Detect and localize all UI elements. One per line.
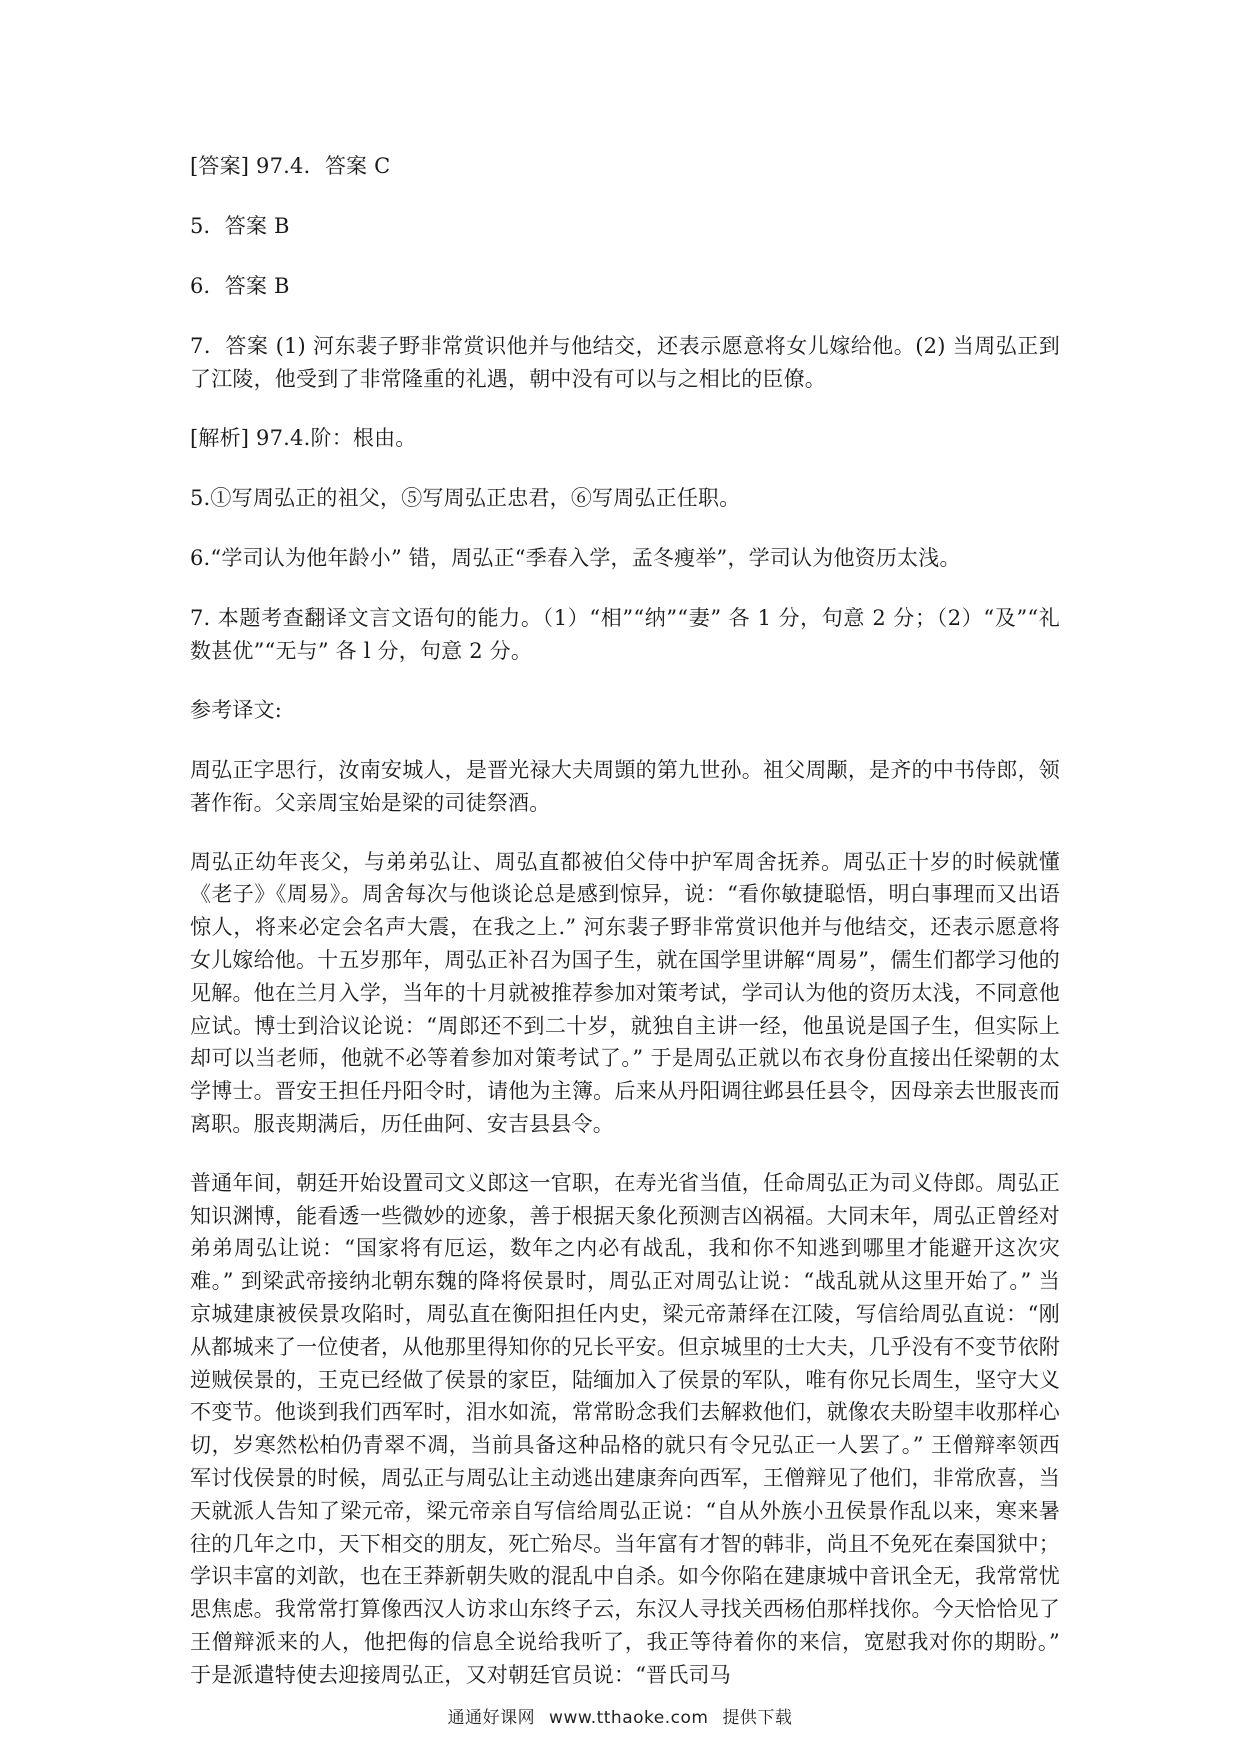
translation-paragraph-1: 周弘正字思行，汝南安城人，是晋光禄大夫周顗的第九世孙。祖父周颙，是齐的中书侍郎，领著作衔。父亲周宝始是梁的司徒祭酒。 [190,758,1060,815]
translation-paragraph-2: 周弘正幼年丧父，与弟弟弘让、周弘直都被伯父侍中护军周舍抚养。周弘正十岁的时候就懂《老子》《周易》。周舍每次与他谈论总是感到惊异，说：“看你敏捷聪悟，明白事理而又出语惊人，将来必定会名声大震，在我之上.” 河东裴子野非常赏识他并与他结交，还表示愿意将女儿嫁给他。十五岁那年，周弘正补召为国子生，就在国学里讲解“周易”，儒生们都学习他的见解。他在兰月入学，当年的十月就被推荐参加对策考试，学司认为他的资历太浅，不同意他应试。博士到洽议论说：“周郎还不到二十岁，就独自主讲一经，他虽说是国子生，但实际上却可以当老师，他就不必等着参加对策考试了。” 于是周弘正就以布衣身份直接出任梁朝的太学博士。晋安王担任丹阳令时，请他为主簿。后来从丹阳调往邺县任县令，因母亲去世服丧而离职。服丧期满后，历任曲阿、安吉县县令。 [190,849,1060,1136]
translation-paragraph-3: 普通年间，朝廷开始设置司文义郎这一官职，在寿光省当值，任命周弘正为司义侍郎。周弘正知识渊博，能看透一些微妙的迹象，善于根据天象化预测吉凶祸福。大同末年，周弘正曾经对弟弟周弘让说：“国家将有厄运，数年之内必有战乱，我和你不知逃到哪里才能避开这次灾难。” 到梁武帝接纳北朝东魏的降将侯景时，周弘正对周弘让说：“战乱就从这里开始了。” 当京城建康被侯景攻陷时，周弘直在衡阳担任内史，梁元帝萧绎在江陵，写信给周弘直说：“刚从都城来了一位使者，从他那里得知你的兄长平安。但京城里的士大夫，几乎没有不变节依附逆贼侯景的，王克已经做了侯景的家臣，陆缅加入了侯景的军队，唯有你兄长周生，坚守大义不变节。他谈到我们西军时，泪水如流，常常盼念我们去解救他们，就像农夫盼望丰收那样心切，岁寒然松柏仍青翠不凋，当前具备这种品格的就只有令兄弘正一人罢了。” 王僧辩率领西军讨伐侯景的时候，周弘正与周弘让主动逃出建康奔向西军，王僧辩见了他们，非常欣喜，当天就派人告知了梁元帝，梁元帝亲自写信给周弘正说：“自从外族小丑侯景作乱以来，寒来暑往的几年之巾，天下相交的朋友，死亡殆尽。当年富有才智的韩非，尚且不免死在秦国狱中；学识丰富的刘歆，也在王莽新朝失败的混乱中自杀。如今你陷在建康城中音讯全无，我常常忧思焦虑。我常常打算像西汉人访求山东终子云，东汉人寻找关西杨伯那样找你。今天恰恰见了王僧辩派来的人，他把侮的信息全说给我听了，我正等待着你的来信，宽慰我对你的期盼。” 于是派遣特使去迎接周弘正，又对朝廷官员说：“晋氏司马 [190,1170,1060,1687]
translation-heading: 参考译文: [190,698,283,722]
answer-line-4: [答案] 97.4．答案 C [190,154,391,178]
answer-line-7: 7．答案 (1) 河东裴子野非常赏识他并与他结交，还表示愿意将女儿嫁给他。(2) 当周弘正到了江陵，他受到了非常隆重的礼遇，朝中没有可以与之相比的臣僚。 [190,334,1060,391]
analysis-item-6: 6.“学司认为他年龄小” 错，周弘正“季春入学，孟冬瘦举”，学司认为他资历太浅。 [190,546,961,570]
footer-site-name: 通通好课网 [447,1708,536,1728]
answer-line-5: 5．答案 B [190,214,290,238]
answer-line-6: 6．答案 B [190,274,290,298]
analysis-item-7: 7. 本题考查翻译文言文语句的能力。（1）“相”“纳”“妻” 各 1 分，句意 2 分；（2）“及”“礼数甚优”“无与” 各 l 分，句意 2 分。 [190,606,1060,663]
analysis-heading: [解析] 97.4.阶：根由。 [190,426,417,450]
page-footer [0,1703,1240,1728]
analysis-item-5: 5.①写周弘正的祖父，⑤写周弘正忠君，⑥写周弘正任职。 [190,486,741,510]
footer-url[interactable]: www.tthaoke.com [549,1708,709,1728]
footer-note: 提供下载 [722,1708,793,1728]
document-body [190,150,1060,1718]
